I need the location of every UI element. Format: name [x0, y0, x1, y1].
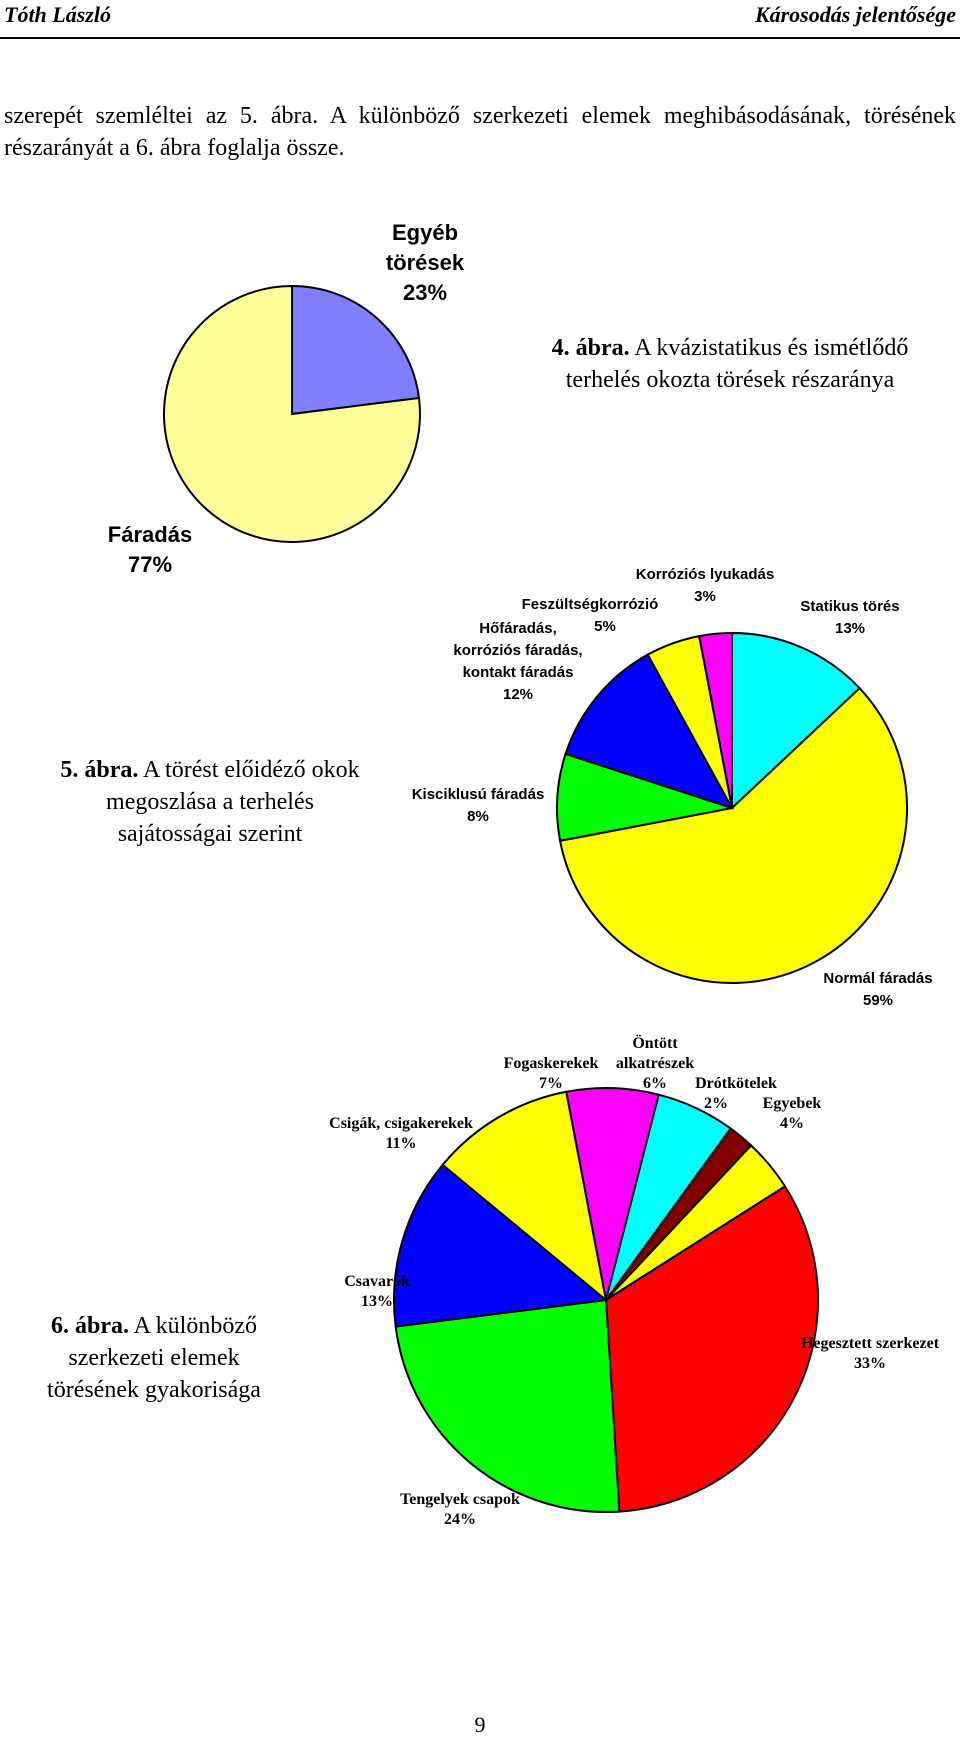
fig5-label-korr-lyukadas-value: 3%	[694, 588, 716, 605]
fig6-caption-num: 6. ábra.	[50, 1313, 129, 1339]
fig6-label-drotkotelek-value: 2%	[704, 1095, 728, 1112]
pie-chart-fig5	[557, 633, 907, 983]
fig5-label-normal	[808, 968, 948, 1012]
fig4-caption	[510, 332, 950, 396]
fig5-label-normal-value: 59%	[862, 992, 894, 1009]
fig5-label-hofaradas-l1: Hőfáradás,	[479, 620, 557, 637]
fig5-label-normal-l1: Normál fáradás	[823, 970, 933, 987]
fig6-label-hegesztett-l1: Hegesztett szerkezet	[800, 1335, 940, 1352]
fig4-caption-num: 4. ábra.	[551, 335, 630, 361]
fig5-label-statikus-l1: Statikus törés	[800, 598, 900, 615]
fig5-label-korr-lyukadas-l1: Korróziós lyukadás	[635, 566, 775, 583]
fig4-label-egyeb-l1: Egyéb	[391, 220, 459, 245]
fig4-label-egyeb-l2: törések	[385, 250, 465, 275]
fig4-caption-l1: A kvázistatikus és ismétlődő	[634, 335, 909, 361]
fig6-caption-l2: szerkezeti elemek	[68, 1345, 240, 1371]
fig6-label-hegesztett	[790, 1334, 950, 1374]
body-paragraph: szerepét szemléltei az 5. ábra. A különböző szerkezeti elemek meghibásodásának, törésének részarányát a 6. ábra foglalja össze.	[4, 103, 956, 161]
fig5-label-statikus-value: 13%	[834, 620, 866, 637]
fig4-caption-l2: terhelés okozta törések részaránya	[565, 367, 895, 393]
fig6-label-fogaskerekek	[496, 1054, 606, 1094]
fig6-label-csavarok-value: 13%	[361, 1293, 393, 1310]
page-number: 9	[474, 1712, 486, 1737]
fig6-label-csigak-l1: Csigák, csigakerekek	[329, 1115, 473, 1132]
fig6-label-ontott-l1: Öntött	[632, 1035, 678, 1052]
fig6-label-ontott-value: 6%	[643, 1075, 667, 1092]
fig5-label-kisciklusu-l1: Kisciklusú fáradás	[411, 786, 545, 803]
fig6-slice-4	[396, 1300, 620, 1512]
fig4-label-faradas-l1: Fáradás	[107, 522, 193, 547]
pie-chart-fig4	[164, 286, 420, 542]
fig6-label-csigak	[316, 1114, 486, 1154]
fig6-label-egyebek-value: 4%	[780, 1115, 804, 1132]
fig6-label-csavarok	[332, 1272, 422, 1312]
fig6-label-csigak-value: 11%	[385, 1135, 417, 1152]
fig5-caption-num: 5. ábra.	[60, 757, 139, 783]
fig4-label-faradas	[80, 520, 220, 580]
fig5-label-kisciklusu-value: 8%	[467, 808, 489, 825]
fig6-label-fogaskerekek-l1: Fogaskerekek	[503, 1055, 599, 1072]
fig6-label-tengelyek-value: 24%	[444, 1511, 476, 1528]
fig4-label-egyeb-value: 23%	[402, 280, 448, 305]
fig5-label-hofaradas-l2: korróziós fáradás,	[453, 642, 583, 659]
fig5-caption-l3: sajátosságai szerint	[117, 821, 303, 847]
fig6-caption-l3: törésének gyakorisága	[47, 1377, 261, 1403]
fig5-label-hofaradas-l3: kontakt fáradás	[462, 664, 574, 681]
fig5-label-hofaradas-value: 12%	[502, 686, 534, 703]
fig6-label-ontott-l2: alkatrészek	[615, 1055, 695, 1072]
fig6-label-egyebek	[742, 1094, 842, 1134]
fig6-caption	[14, 1310, 294, 1406]
fig4-label-faradas-value: 77%	[127, 552, 173, 577]
fig5-label-kisciklusu	[408, 784, 548, 828]
fig5-caption-l1: A törést előidéző okok	[143, 757, 360, 783]
header-author: Tóth László	[4, 2, 111, 27]
fig5-label-statikus	[790, 596, 910, 640]
fig5-label-feszkorr-l1: Feszültségkorrózió	[521, 596, 659, 613]
fig6-label-egyebek-l1: Egyebek	[762, 1095, 822, 1112]
fig6-label-fogaskerekek-value: 7%	[539, 1075, 563, 1092]
fig6-label-tengelyek	[390, 1490, 530, 1530]
fig6-caption-l1: A különböző	[133, 1313, 257, 1339]
header-title: Károsodás jelentősége	[754, 2, 956, 27]
fig6-label-hegesztett-value: 33%	[854, 1355, 886, 1372]
fig5-label-feszkorr-value: 5%	[594, 618, 616, 635]
fig6-label-tengelyek-l1: Tengelyek csapok	[400, 1491, 520, 1508]
fig5-label-hofaradas	[438, 618, 598, 706]
fig6-label-drotkotelek-l1: Drótkötelek	[695, 1075, 777, 1092]
fig5-caption-l2: megoszlása a terhelés	[106, 789, 314, 815]
fig6-label-csavarok-l1: Csavarok	[344, 1273, 410, 1290]
fig5-caption	[40, 754, 380, 850]
fig4-label-egyeb	[360, 218, 490, 308]
